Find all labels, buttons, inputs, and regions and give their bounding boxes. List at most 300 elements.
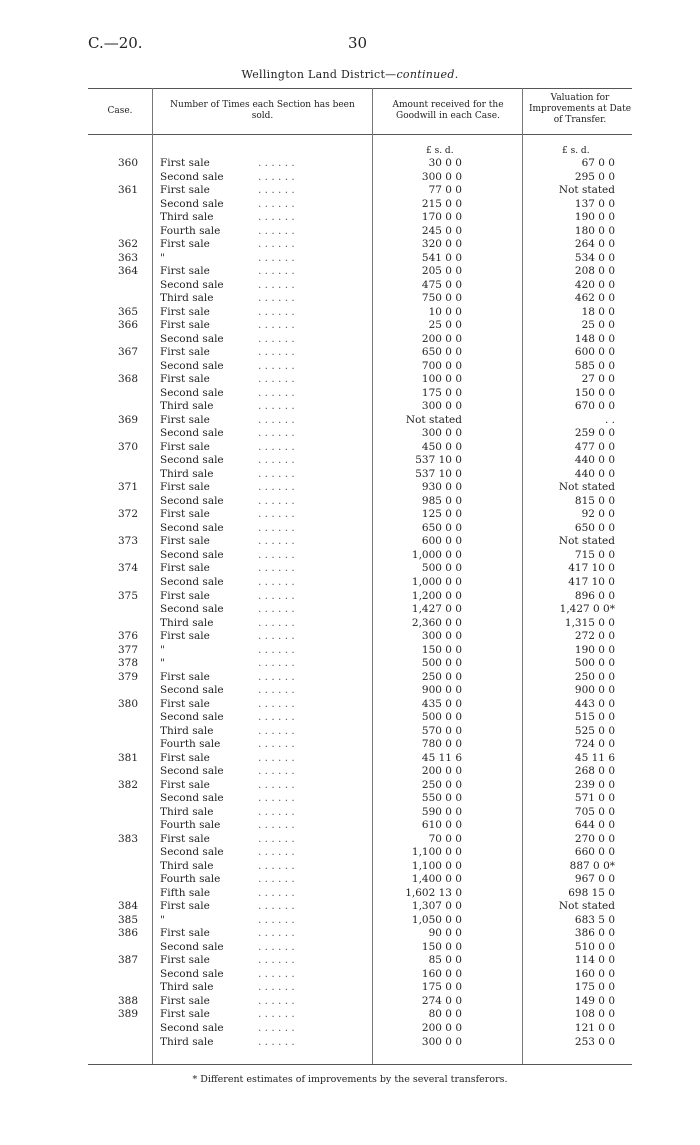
improvement-valuation: 815 0 0 <box>574 494 615 507</box>
leader-dots: . . . . . . <box>258 535 295 548</box>
goodwill-amount: 85 0 0 <box>428 954 462 967</box>
improvement-valuation: 670 0 0 <box>574 400 615 413</box>
goodwill-amount: 200 0 0 <box>421 332 462 345</box>
leader-dots: . . . . . . <box>258 319 295 332</box>
title-main: Wellington Land District— <box>241 68 397 81</box>
table-row <box>0 481 700 495</box>
table-row <box>0 198 700 212</box>
case-number: 383 <box>117 832 138 845</box>
goodwill-amount: 250 0 0 <box>421 670 462 683</box>
goodwill-amount: 300 0 0 <box>421 427 462 440</box>
table-row <box>0 711 700 725</box>
sale-label: First sale <box>160 346 210 359</box>
improvement-valuation: 259 0 0 <box>574 427 615 440</box>
footnote: * Different estimates of improvements by the several transferors. <box>192 1074 508 1085</box>
goodwill-amount: 25 0 0 <box>428 319 462 332</box>
leader-dots: . . . . . . <box>258 400 295 413</box>
case-number: 377 <box>117 643 138 656</box>
sale-label: Second sale <box>160 332 224 345</box>
sale-label: Third sale <box>160 1035 214 1048</box>
improvement-valuation: 896 0 0 <box>574 589 615 602</box>
sale-label: Third sale <box>160 981 214 994</box>
sale-label: First sale <box>160 508 210 521</box>
sale-label: First sale <box>160 305 210 318</box>
sale-label: Second sale <box>160 1022 224 1034</box>
leader-dots: . . . . . . <box>258 603 295 616</box>
leader-dots: . . . . . . <box>258 711 295 724</box>
goodwill-amount: 650 0 0 <box>421 346 462 359</box>
case-number: 388 <box>117 994 138 1007</box>
leader-dots: . . . . . . <box>258 562 295 575</box>
sale-label: First sale <box>160 157 210 169</box>
improvement-valuation: 250 0 0 <box>574 670 615 683</box>
improvement-valuation: 92 0 0 <box>581 508 615 521</box>
table-row <box>0 684 700 698</box>
leader-dots: . . . . . . <box>258 589 295 602</box>
leader-dots: . . . . . . <box>258 738 295 751</box>
table-row <box>0 400 700 414</box>
sale-label: Second sale <box>160 711 224 724</box>
improvement-valuation: 510 0 0 <box>574 940 615 953</box>
leader-dots: . . . . . . <box>258 778 295 791</box>
sale-label: First sale <box>160 900 210 913</box>
goodwill-amount: 590 0 0 <box>421 805 462 818</box>
improvement-valuation: 190 0 0 <box>574 643 615 656</box>
leader-dots: . . . . . . <box>258 211 295 224</box>
table-row <box>0 590 700 604</box>
improvement-valuation: 239 0 0 <box>574 778 615 791</box>
table-row <box>0 968 700 982</box>
leader-dots: . . . . . . <box>258 954 295 967</box>
table-row <box>0 900 700 914</box>
table-row <box>0 981 700 995</box>
improvement-valuation: 417 10 0 <box>568 562 615 575</box>
table-row <box>0 225 700 239</box>
sale-label: Fourth sale <box>160 224 221 237</box>
improvement-valuation: . . <box>604 413 615 426</box>
improvement-valuation: 190 0 0 <box>574 211 615 224</box>
sale-label: First sale <box>160 697 210 710</box>
table-row <box>0 603 700 617</box>
leader-dots: . . . . . . <box>258 832 295 845</box>
goodwill-amount: 215 0 0 <box>421 197 462 210</box>
sale-label: First sale <box>160 535 210 548</box>
leader-dots: . . . . . . <box>258 981 295 994</box>
improvement-valuation: 525 0 0 <box>574 724 615 737</box>
case-number: 380 <box>117 697 138 710</box>
sale-label: Second sale <box>160 197 224 210</box>
improvement-valuation: Not stated <box>558 900 615 913</box>
goodwill-amount: 1,100 0 0 <box>411 846 462 859</box>
table-row <box>0 333 700 347</box>
sale-label: Second sale <box>160 359 224 372</box>
leader-dots: . . . . . . <box>258 373 295 386</box>
table-row <box>0 495 700 509</box>
sale-label: First sale <box>160 778 210 791</box>
table-row <box>0 617 700 631</box>
case-number: 374 <box>117 562 138 575</box>
goodwill-units: £ s. d. <box>426 146 454 156</box>
header-goodwill: Amount received for the Goodwill in each Case. <box>392 100 504 121</box>
goodwill-amount: 245 0 0 <box>421 224 462 237</box>
case-number: 369 <box>117 413 138 426</box>
leader-dots: . . . . . . <box>258 913 295 926</box>
improvement-valuation: Not stated <box>558 481 615 494</box>
table-row <box>0 657 700 671</box>
improvement-valuation: Not stated <box>558 535 615 548</box>
table-top-rule <box>88 88 632 89</box>
valuation-units: £ s. d. <box>562 146 590 156</box>
sale-label: First sale <box>160 238 210 251</box>
sale-label: Second sale <box>160 386 224 399</box>
goodwill-amount: 1,427 0 0 <box>411 603 462 616</box>
goodwill-amount: 70 0 0 <box>428 832 462 845</box>
case-number: 362 <box>117 238 138 251</box>
sale-label: First sale <box>160 630 210 643</box>
improvement-valuation: 420 0 0 <box>574 278 615 291</box>
leader-dots: . . . . . . <box>258 548 295 561</box>
goodwill-amount: 300 0 0 <box>421 400 462 413</box>
table-row <box>0 1036 700 1050</box>
goodwill-amount: 1,000 0 0 <box>411 548 462 561</box>
improvement-valuation: 967 0 0 <box>574 873 615 886</box>
improvement-valuation: 272 0 0 <box>574 630 615 643</box>
improvement-valuation: 264 0 0 <box>574 238 615 251</box>
goodwill-amount: 537 10 0 <box>415 467 462 480</box>
goodwill-amount: 900 0 0 <box>421 684 462 697</box>
table-row <box>0 562 700 576</box>
improvement-valuation: 644 0 0 <box>574 819 615 832</box>
leader-dots: . . . . . . <box>258 359 295 372</box>
leader-dots: . . . . . . <box>258 508 295 521</box>
goodwill-amount: 150 0 0 <box>421 940 462 953</box>
leader-dots: . . . . . . <box>258 684 295 697</box>
sale-label: First sale <box>160 562 210 575</box>
table-row <box>0 792 700 806</box>
goodwill-amount: 10 0 0 <box>428 305 462 318</box>
goodwill-amount: 1,100 0 0 <box>411 859 462 872</box>
case-number: 367 <box>117 346 138 359</box>
case-number: 381 <box>117 751 138 764</box>
improvement-valuation: 1,427 0 0* <box>559 603 615 616</box>
table-row <box>0 360 700 374</box>
case-number: 379 <box>117 670 138 683</box>
sale-label: Second sale <box>160 846 224 859</box>
sale-label: Second sale <box>160 684 224 697</box>
table-row <box>0 535 700 549</box>
leader-dots: . . . . . . <box>258 224 295 237</box>
table-row <box>0 954 700 968</box>
case-number: 373 <box>117 535 138 548</box>
table-row <box>0 860 700 874</box>
goodwill-amount: 500 0 0 <box>421 562 462 575</box>
improvement-valuation: 295 0 0 <box>574 170 615 183</box>
goodwill-amount: 537 10 0 <box>415 454 462 467</box>
case-number: 385 <box>117 913 138 926</box>
case-number: 371 <box>117 481 138 494</box>
table-row <box>0 319 700 333</box>
leader-dots: . . . . . . <box>258 967 295 980</box>
table-row <box>0 508 700 522</box>
sale-label: Third sale <box>160 724 214 737</box>
table-row <box>0 549 700 563</box>
sale-label: Third sale <box>160 292 214 305</box>
table-row <box>0 576 700 590</box>
goodwill-amount: 320 0 0 <box>421 238 462 251</box>
goodwill-amount: 30 0 0 <box>428 157 462 169</box>
improvement-valuation: 149 0 0 <box>574 994 615 1007</box>
sale-label: Fourth sale <box>160 738 221 751</box>
case-number: 386 <box>117 927 138 940</box>
goodwill-amount: 541 0 0 <box>421 251 462 264</box>
sale-label: Second sale <box>160 454 224 467</box>
table-row <box>0 441 700 455</box>
goodwill-amount: 300 0 0 <box>421 170 462 183</box>
goodwill-amount: 475 0 0 <box>421 278 462 291</box>
goodwill-amount: 500 0 0 <box>421 711 462 724</box>
leader-dots: . . . . . . <box>258 657 295 670</box>
leader-dots: . . . . . . <box>258 846 295 859</box>
table-row <box>0 873 700 887</box>
table-row <box>0 252 700 266</box>
header-valuation: Valuation for Improvements at Date of Transfer. <box>528 93 632 125</box>
sale-label: First sale <box>160 751 210 764</box>
leader-dots: . . . . . . <box>258 1008 295 1021</box>
leader-dots: . . . . . . <box>258 170 295 183</box>
improvement-valuation: 515 0 0 <box>574 711 615 724</box>
table-row <box>0 779 700 793</box>
leader-dots: . . . . . . <box>258 900 295 913</box>
table-row <box>0 454 700 468</box>
leader-dots: . . . . . . <box>258 792 295 805</box>
table-row <box>0 238 700 252</box>
improvement-valuation: 150 0 0 <box>574 386 615 399</box>
sale-label: First sale <box>160 373 210 386</box>
sale-label: First sale <box>160 832 210 845</box>
table-row <box>0 292 700 306</box>
goodwill-amount: 500 0 0 <box>421 657 462 670</box>
table-body <box>0 157 700 1049</box>
improvement-valuation: 660 0 0 <box>574 846 615 859</box>
improvement-valuation: 724 0 0 <box>574 738 615 751</box>
sale-label: Second sale <box>160 940 224 953</box>
sale-label: Third sale <box>160 467 214 480</box>
improvement-valuation: 440 0 0 <box>574 454 615 467</box>
sale-label: Second sale <box>160 792 224 805</box>
goodwill-amount: 1,307 0 0 <box>411 900 462 913</box>
improvement-valuation: 175 0 0 <box>574 981 615 994</box>
table-row <box>0 630 700 644</box>
case-number: 389 <box>117 1008 138 1021</box>
leader-dots: . . . . . . <box>258 184 295 197</box>
sale-label: Second sale <box>160 521 224 534</box>
sale-label: First sale <box>160 184 210 197</box>
improvement-valuation: 887 0 0* <box>569 859 615 872</box>
table-row <box>0 468 700 482</box>
table-row <box>0 644 700 658</box>
leader-dots: . . . . . . <box>258 805 295 818</box>
goodwill-amount: 250 0 0 <box>421 778 462 791</box>
sale-label: Fourth sale <box>160 819 221 832</box>
improvement-valuation: 253 0 0 <box>574 1035 615 1048</box>
improvement-valuation: 443 0 0 <box>574 697 615 710</box>
table-row <box>0 846 700 860</box>
table-bottom-rule <box>88 1064 632 1065</box>
goodwill-amount: 175 0 0 <box>421 981 462 994</box>
table-row <box>0 211 700 225</box>
goodwill-amount: 175 0 0 <box>421 386 462 399</box>
goodwill-amount: 780 0 0 <box>421 738 462 751</box>
goodwill-amount: 274 0 0 <box>421 994 462 1007</box>
improvement-valuation: 440 0 0 <box>574 467 615 480</box>
table-row <box>0 279 700 293</box>
table-row <box>0 306 700 320</box>
header-bottom-rule <box>88 134 632 135</box>
case-number: 387 <box>117 954 138 967</box>
case-number: 382 <box>117 778 138 791</box>
leader-dots: . . . . . . <box>258 575 295 588</box>
leader-dots: . . . . . . <box>258 994 295 1007</box>
improvement-valuation: 45 11 6 <box>574 751 615 764</box>
leader-dots: . . . . . . <box>258 251 295 264</box>
improvement-valuation: 386 0 0 <box>574 927 615 940</box>
goodwill-amount: 200 0 0 <box>421 1022 462 1034</box>
leader-dots: . . . . . . <box>258 859 295 872</box>
table-row <box>0 387 700 401</box>
leader-dots: . . . . . . <box>258 643 295 656</box>
table-row <box>0 171 700 185</box>
table-row <box>0 806 700 820</box>
table-row <box>0 265 700 279</box>
table-row <box>0 414 700 428</box>
leader-dots: . . . . . . <box>258 670 295 683</box>
leader-dots: . . . . . . <box>258 886 295 899</box>
improvement-valuation: 500 0 0 <box>574 657 615 670</box>
sale-label: " <box>160 657 165 670</box>
sale-label: Second sale <box>160 603 224 616</box>
goodwill-amount: 150 0 0 <box>421 643 462 656</box>
table-row <box>0 698 700 712</box>
improvement-valuation: 268 0 0 <box>574 765 615 778</box>
improvement-valuation: 160 0 0 <box>574 967 615 980</box>
improvement-valuation: 67 0 0 <box>581 157 615 169</box>
header-case: Case. <box>107 106 133 116</box>
leader-dots: . . . . . . <box>258 278 295 291</box>
goodwill-amount: 2,360 0 0 <box>411 616 462 629</box>
leader-dots: . . . . . . <box>258 819 295 832</box>
sale-label: Second sale <box>160 575 224 588</box>
leader-dots: . . . . . . <box>258 238 295 251</box>
goodwill-amount: 435 0 0 <box>421 697 462 710</box>
sale-label: Fourth sale <box>160 873 221 886</box>
sale-label: " <box>160 913 165 926</box>
improvement-valuation: 180 0 0 <box>574 224 615 237</box>
table-row <box>0 1022 700 1036</box>
improvement-valuation: 534 0 0 <box>574 251 615 264</box>
leader-dots: . . . . . . <box>258 630 295 643</box>
improvement-valuation: 208 0 0 <box>574 265 615 278</box>
sale-label: Second sale <box>160 765 224 778</box>
improvement-valuation: 114 0 0 <box>574 954 615 967</box>
sale-label: Second sale <box>160 427 224 440</box>
leader-dots: . . . . . . <box>258 332 295 345</box>
case-number: 364 <box>117 265 138 278</box>
goodwill-amount: 1,000 0 0 <box>411 575 462 588</box>
table-row <box>0 725 700 739</box>
sale-label: Second sale <box>160 548 224 561</box>
leader-dots: . . . . . . <box>258 346 295 359</box>
sale-label: First sale <box>160 954 210 967</box>
leader-dots: . . . . . . <box>258 1022 295 1034</box>
improvement-valuation: 698 15 0 <box>568 886 615 899</box>
leader-dots: . . . . . . <box>258 940 295 953</box>
improvement-valuation: 683 5 0 <box>574 913 615 926</box>
leader-dots: . . . . . . <box>258 305 295 318</box>
page-number: 30 <box>348 34 368 52</box>
leader-dots: . . . . . . <box>258 724 295 737</box>
improvement-valuation: 108 0 0 <box>574 1008 615 1021</box>
improvement-valuation: 600 0 0 <box>574 346 615 359</box>
sale-label: " <box>160 643 165 656</box>
table-row <box>0 738 700 752</box>
case-number: 370 <box>117 440 138 453</box>
goodwill-amount: 170 0 0 <box>421 211 462 224</box>
improvement-valuation: 27 0 0 <box>581 373 615 386</box>
improvement-valuation: 705 0 0 <box>574 805 615 818</box>
goodwill-amount: 1,602 13 0 <box>405 886 462 899</box>
table-row <box>0 184 700 198</box>
improvement-valuation: 148 0 0 <box>574 332 615 345</box>
sale-label: Second sale <box>160 494 224 507</box>
goodwill-amount: 985 0 0 <box>421 494 462 507</box>
sale-label: First sale <box>160 265 210 278</box>
table-row <box>0 671 700 685</box>
improvement-valuation: 462 0 0 <box>574 292 615 305</box>
improvement-valuation: 715 0 0 <box>574 548 615 561</box>
goodwill-amount: 125 0 0 <box>421 508 462 521</box>
sale-label: First sale <box>160 994 210 1007</box>
case-number: 372 <box>117 508 138 521</box>
table-row <box>0 914 700 928</box>
goodwill-amount: 300 0 0 <box>421 1035 462 1048</box>
improvement-valuation: 585 0 0 <box>574 359 615 372</box>
table-row <box>0 833 700 847</box>
goodwill-amount: 570 0 0 <box>421 724 462 737</box>
leader-dots: . . . . . . <box>258 197 295 210</box>
sale-label: Third sale <box>160 859 214 872</box>
goodwill-amount: 160 0 0 <box>421 967 462 980</box>
goodwill-amount: 750 0 0 <box>421 292 462 305</box>
leader-dots: . . . . . . <box>258 481 295 494</box>
goodwill-amount: 45 11 6 <box>421 751 462 764</box>
goodwill-amount: 1,050 0 0 <box>411 913 462 926</box>
table-row <box>0 752 700 766</box>
sale-label: Third sale <box>160 400 214 413</box>
sale-label: Fifth sale <box>160 886 211 899</box>
leader-dots: . . . . . . <box>258 440 295 453</box>
table-row <box>0 927 700 941</box>
leader-dots: . . . . . . <box>258 292 295 305</box>
goodwill-amount: 200 0 0 <box>421 765 462 778</box>
sale-label: Third sale <box>160 616 214 629</box>
improvement-valuation: Not stated <box>558 184 615 197</box>
case-number: 366 <box>117 319 138 332</box>
case-number: 378 <box>117 657 138 670</box>
improvement-valuation: 18 0 0 <box>581 305 615 318</box>
sale-label: Second sale <box>160 967 224 980</box>
case-number: 365 <box>117 305 138 318</box>
sale-label: First sale <box>160 670 210 683</box>
